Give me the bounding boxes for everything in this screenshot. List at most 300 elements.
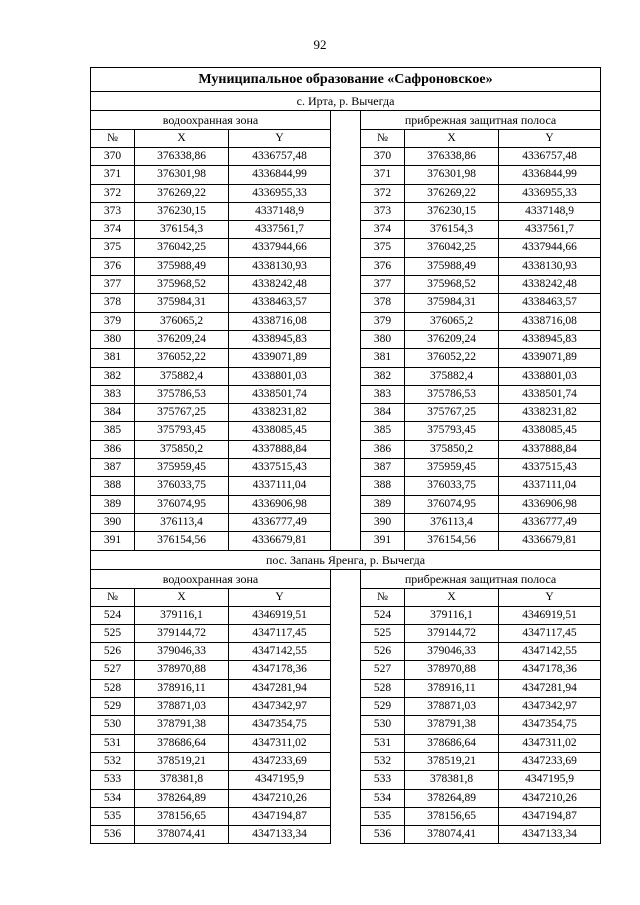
point-number: 378 (91, 294, 135, 312)
y-coordinate: 4347142,55 (229, 643, 331, 661)
table-row (91, 643, 601, 661)
x-coordinate: 376033,75 (405, 477, 499, 495)
point-number: 370 (91, 148, 135, 166)
y-coordinate: 4337515,43 (499, 459, 601, 477)
water-protection-zone-label: водоохранная зона (91, 111, 331, 130)
y-coordinate: 4339071,89 (229, 349, 331, 367)
y-coordinate: 4338463,57 (499, 294, 601, 312)
column-gap (331, 312, 361, 330)
y-coordinate: 4347133,34 (499, 826, 601, 844)
y-coordinate: 4347233,69 (229, 752, 331, 770)
table-row (91, 698, 601, 716)
x-coordinate: 376230,15 (405, 202, 499, 220)
x-coordinate: 375793,45 (405, 422, 499, 440)
point-number: 378 (361, 294, 405, 312)
point-number: 534 (91, 789, 135, 807)
column-gap (331, 624, 361, 642)
number-header: № (361, 130, 405, 148)
x-coordinate: 376052,22 (135, 349, 229, 367)
y-coordinate: 4338242,48 (499, 276, 601, 294)
point-number: 381 (361, 349, 405, 367)
table-row (91, 807, 601, 825)
table-row (91, 276, 601, 294)
column-gap (331, 807, 361, 825)
table-row (91, 734, 601, 752)
section-place: с. Ирта, р. Вычегда (91, 92, 601, 111)
x-coordinate: 376338,86 (405, 148, 499, 166)
table-row (91, 606, 601, 624)
x-coordinate: 375793,45 (135, 422, 229, 440)
point-number: 389 (91, 495, 135, 513)
y-coordinate: 4337148,9 (499, 202, 601, 220)
column-gap (331, 734, 361, 752)
table-row (91, 752, 601, 770)
point-number: 529 (361, 698, 405, 716)
table-row (91, 349, 601, 367)
point-number: 533 (91, 771, 135, 789)
table-row (91, 184, 601, 202)
column-gap (331, 221, 361, 239)
x-coordinate: 376042,25 (405, 239, 499, 257)
point-number: 384 (361, 404, 405, 422)
point-number: 531 (91, 734, 135, 752)
column-header-row (91, 588, 601, 606)
column-gap (331, 459, 361, 477)
point-number: 377 (91, 276, 135, 294)
x-coordinate: 376042,25 (135, 239, 229, 257)
point-number: 383 (361, 385, 405, 403)
point-number: 373 (91, 202, 135, 220)
table-row (91, 294, 601, 312)
point-number: 525 (91, 624, 135, 642)
x-coordinate: 375959,45 (405, 459, 499, 477)
x-coordinate: 376209,24 (405, 330, 499, 348)
column-gap (331, 202, 361, 220)
point-number: 380 (91, 330, 135, 348)
table-row (91, 404, 601, 422)
x-coordinate: 379116,1 (135, 606, 229, 624)
y-coordinate: 4337148,9 (229, 202, 331, 220)
y-coordinate: 4336844,99 (229, 166, 331, 184)
x-coordinate: 376052,22 (405, 349, 499, 367)
point-number: 528 (91, 679, 135, 697)
column-gap (331, 385, 361, 403)
point-number: 391 (361, 532, 405, 550)
y-coordinate: 4347195,9 (499, 771, 601, 789)
x-coordinate: 376154,56 (405, 532, 499, 550)
x-coordinate: 375968,52 (405, 276, 499, 294)
column-gap (331, 294, 361, 312)
y-coordinate: 4337888,84 (229, 440, 331, 458)
point-number: 534 (361, 789, 405, 807)
column-gap (331, 569, 361, 588)
column-gap (331, 495, 361, 513)
x-coordinate: 375786,53 (135, 385, 229, 403)
number-header: № (91, 588, 135, 606)
point-number: 372 (361, 184, 405, 202)
water-protection-zone-label: водоохранная зона (91, 569, 331, 588)
x-coordinate: 376113,4 (135, 513, 229, 531)
y-coordinate: 4347354,75 (499, 716, 601, 734)
coastal-strip-label: прибрежная защитная полоса (361, 569, 601, 588)
y-coordinate: 4336757,48 (499, 148, 601, 166)
column-gap (331, 349, 361, 367)
column-gap (331, 698, 361, 716)
x-coordinate: 376074,95 (135, 495, 229, 513)
y-coordinate: 4346919,51 (229, 606, 331, 624)
y-coordinate: 4337561,7 (499, 221, 601, 239)
y-coordinate: 4338716,08 (499, 312, 601, 330)
y-coordinate: 4336777,49 (229, 513, 331, 531)
x-coordinate: 376301,98 (135, 166, 229, 184)
y-coordinate: 4347311,02 (229, 734, 331, 752)
column-gap (331, 752, 361, 770)
x-coordinate: 375882,4 (405, 367, 499, 385)
x-coordinate: 375786,53 (405, 385, 499, 403)
x-coordinate: 375882,4 (135, 367, 229, 385)
y-coordinate: 4336955,33 (499, 184, 601, 202)
y-coordinate: 4347194,87 (499, 807, 601, 825)
x-coordinate: 375850,2 (405, 440, 499, 458)
x-coordinate: 378791,38 (405, 716, 499, 734)
y-coordinate: 4347281,94 (499, 679, 601, 697)
point-number: 379 (361, 312, 405, 330)
x-coordinate: 375988,49 (405, 257, 499, 275)
y-coordinate: 4347178,36 (499, 661, 601, 679)
x-coordinate: 378156,65 (135, 807, 229, 825)
column-header-row (91, 130, 601, 148)
point-number: 373 (361, 202, 405, 220)
x-coordinate: 378074,41 (135, 826, 229, 844)
y-coordinate: 4337944,66 (229, 239, 331, 257)
y-coordinate: 4338716,08 (229, 312, 331, 330)
x-coordinate: 378519,21 (135, 752, 229, 770)
y-coordinate: 4347342,97 (499, 698, 601, 716)
point-number: 387 (361, 459, 405, 477)
column-gap (331, 771, 361, 789)
table-row (91, 239, 601, 257)
point-number: 374 (91, 221, 135, 239)
y-coordinate: 4347117,45 (499, 624, 601, 642)
point-number: 390 (361, 513, 405, 531)
y-coordinate: 4338945,83 (499, 330, 601, 348)
y-coordinate: 4338242,48 (229, 276, 331, 294)
x-coordinate: 375767,25 (405, 404, 499, 422)
point-number: 385 (361, 422, 405, 440)
number-header: № (91, 130, 135, 148)
table-row (91, 312, 601, 330)
y-coordinate: 4337561,7 (229, 221, 331, 239)
column-gap (331, 826, 361, 844)
y-coordinate: 4338463,57 (229, 294, 331, 312)
table-row (91, 221, 601, 239)
x-coordinate: 376269,22 (405, 184, 499, 202)
x-coordinate: 378871,03 (405, 698, 499, 716)
y-coordinate: 4337944,66 (499, 239, 601, 257)
x-coordinate: 376065,2 (405, 312, 499, 330)
y-coordinate: 4337515,43 (229, 459, 331, 477)
table-title: Муниципальное образование «Сафроновское» (91, 68, 601, 92)
y-coordinate: 4338130,93 (499, 257, 601, 275)
column-gap (331, 166, 361, 184)
point-number: 391 (91, 532, 135, 550)
coordinates-table (90, 67, 601, 844)
y-coordinate: 4336777,49 (499, 513, 601, 531)
y-coordinate: 4347342,97 (229, 698, 331, 716)
x-coordinate: 376209,24 (135, 330, 229, 348)
point-number: 526 (91, 643, 135, 661)
table-row (91, 459, 601, 477)
y-coordinate: 4347195,9 (229, 771, 331, 789)
point-number: 386 (361, 440, 405, 458)
table-row (91, 330, 601, 348)
x-coordinate: 378264,89 (405, 789, 499, 807)
y-coordinate: 4347194,87 (229, 807, 331, 825)
point-number: 524 (91, 606, 135, 624)
table-row (91, 495, 601, 513)
point-number: 525 (361, 624, 405, 642)
point-number: 533 (361, 771, 405, 789)
column-gap (331, 148, 361, 166)
point-number: 535 (361, 807, 405, 825)
point-number: 388 (91, 477, 135, 495)
point-number: 536 (361, 826, 405, 844)
point-number: 381 (91, 349, 135, 367)
column-gap (331, 716, 361, 734)
point-number: 389 (361, 495, 405, 513)
x-coordinate: 378264,89 (135, 789, 229, 807)
page-number: 92 (313, 37, 327, 52)
x-header: X (405, 130, 499, 148)
point-number: 376 (361, 257, 405, 275)
y-coordinate: 4347210,26 (229, 789, 331, 807)
y-coordinate: 4338085,45 (229, 422, 331, 440)
y-coordinate: 4338801,03 (499, 367, 601, 385)
point-number: 530 (361, 716, 405, 734)
point-number: 532 (361, 752, 405, 770)
x-coordinate: 375984,31 (135, 294, 229, 312)
x-coordinate: 378916,11 (135, 679, 229, 697)
y-coordinate: 4346919,51 (499, 606, 601, 624)
point-number: 532 (91, 752, 135, 770)
point-number: 531 (361, 734, 405, 752)
y-coordinate: 4338945,83 (229, 330, 331, 348)
table-row (91, 148, 601, 166)
x-coordinate: 379116,1 (405, 606, 499, 624)
table-row (91, 477, 601, 495)
point-number: 380 (361, 330, 405, 348)
y-coordinate: 4347142,55 (499, 643, 601, 661)
x-coordinate: 378156,65 (405, 807, 499, 825)
x-coordinate: 376154,56 (135, 532, 229, 550)
column-gap (331, 367, 361, 385)
table-row (91, 166, 601, 184)
x-coordinate: 378519,21 (405, 752, 499, 770)
point-number: 375 (361, 239, 405, 257)
y-header: Y (499, 588, 601, 606)
table-row (91, 257, 601, 275)
y-header: Y (229, 130, 331, 148)
x-coordinate: 375984,31 (405, 294, 499, 312)
y-coordinate: 4347281,94 (229, 679, 331, 697)
point-number: 377 (361, 276, 405, 294)
point-number: 383 (91, 385, 135, 403)
table-row (91, 367, 601, 385)
number-header: № (361, 588, 405, 606)
point-number: 390 (91, 513, 135, 531)
y-coordinate: 4338501,74 (499, 385, 601, 403)
x-coordinate: 376269,22 (135, 184, 229, 202)
y-header: Y (229, 588, 331, 606)
column-gap (331, 477, 361, 495)
x-header: X (405, 588, 499, 606)
table-row (91, 771, 601, 789)
column-gap (331, 440, 361, 458)
table-row (91, 513, 601, 531)
point-number: 371 (91, 166, 135, 184)
y-coordinate: 4336906,98 (499, 495, 601, 513)
point-number: 528 (361, 679, 405, 697)
section-place: пос. Запань Яренга, р. Вычегда (91, 550, 601, 569)
x-header: X (135, 588, 229, 606)
point-number: 526 (361, 643, 405, 661)
x-coordinate: 375767,25 (135, 404, 229, 422)
point-number: 529 (91, 698, 135, 716)
point-number: 375 (91, 239, 135, 257)
x-coordinate: 375959,45 (135, 459, 229, 477)
y-header: Y (499, 130, 601, 148)
zone-header-row (91, 569, 601, 588)
column-gap (331, 588, 361, 606)
x-coordinate: 379144,72 (135, 624, 229, 642)
table-row (91, 826, 601, 844)
x-coordinate: 379144,72 (405, 624, 499, 642)
y-coordinate: 4338231,82 (499, 404, 601, 422)
table-row (91, 679, 601, 697)
x-coordinate: 378686,64 (135, 734, 229, 752)
point-number: 524 (361, 606, 405, 624)
x-coordinate: 375968,52 (135, 276, 229, 294)
x-coordinate: 376230,15 (135, 202, 229, 220)
column-gap (331, 111, 361, 130)
y-coordinate: 4338231,82 (229, 404, 331, 422)
x-coordinate: 376301,98 (405, 166, 499, 184)
point-number: 530 (91, 716, 135, 734)
x-coordinate: 376154,3 (405, 221, 499, 239)
point-number: 372 (91, 184, 135, 202)
point-number: 527 (91, 661, 135, 679)
y-coordinate: 4336906,98 (229, 495, 331, 513)
y-coordinate: 4336679,81 (229, 532, 331, 550)
column-gap (331, 661, 361, 679)
y-coordinate: 4336955,33 (229, 184, 331, 202)
x-coordinate: 378791,38 (135, 716, 229, 734)
point-number: 371 (361, 166, 405, 184)
x-coordinate: 375850,2 (135, 440, 229, 458)
table-row (91, 716, 601, 734)
y-coordinate: 4336757,48 (229, 148, 331, 166)
y-coordinate: 4338501,74 (229, 385, 331, 403)
y-coordinate: 4336679,81 (499, 532, 601, 550)
section-place-row (91, 92, 601, 111)
x-coordinate: 378074,41 (405, 826, 499, 844)
y-coordinate: 4338130,93 (229, 257, 331, 275)
y-coordinate: 4347133,34 (229, 826, 331, 844)
point-number: 374 (361, 221, 405, 239)
x-coordinate: 378871,03 (135, 698, 229, 716)
y-coordinate: 4339071,89 (499, 349, 601, 367)
table-row (91, 422, 601, 440)
column-gap (331, 606, 361, 624)
table-row (91, 624, 601, 642)
y-coordinate: 4347178,36 (229, 661, 331, 679)
point-number: 386 (91, 440, 135, 458)
point-number: 370 (361, 148, 405, 166)
x-coordinate: 376113,4 (405, 513, 499, 531)
point-number: 527 (361, 661, 405, 679)
point-number: 382 (361, 367, 405, 385)
x-coordinate: 376033,75 (135, 477, 229, 495)
x-coordinate: 378686,64 (405, 734, 499, 752)
y-coordinate: 4347311,02 (499, 734, 601, 752)
x-coordinate: 378381,8 (135, 771, 229, 789)
y-coordinate: 4347233,69 (499, 752, 601, 770)
y-coordinate: 4337111,04 (499, 477, 601, 495)
point-number: 382 (91, 367, 135, 385)
point-number: 379 (91, 312, 135, 330)
column-gap (331, 513, 361, 531)
column-gap (331, 330, 361, 348)
x-coordinate: 376154,3 (135, 221, 229, 239)
x-coordinate: 375988,49 (135, 257, 229, 275)
x-coordinate: 378970,88 (405, 661, 499, 679)
point-number: 388 (361, 477, 405, 495)
column-gap (331, 184, 361, 202)
table-row (91, 202, 601, 220)
point-number: 385 (91, 422, 135, 440)
column-gap (331, 404, 361, 422)
zone-header-row (91, 111, 601, 130)
column-gap (331, 532, 361, 550)
column-gap (331, 422, 361, 440)
x-coordinate: 378381,8 (405, 771, 499, 789)
table-row (91, 661, 601, 679)
column-gap (331, 643, 361, 661)
y-coordinate: 4336844,99 (499, 166, 601, 184)
column-gap (331, 130, 361, 148)
y-coordinate: 4347354,75 (229, 716, 331, 734)
y-coordinate: 4347210,26 (499, 789, 601, 807)
column-gap (331, 276, 361, 294)
table-title-row (91, 68, 601, 92)
y-coordinate: 4337111,04 (229, 477, 331, 495)
table-row (91, 789, 601, 807)
table-row (91, 385, 601, 403)
x-coordinate: 376338,86 (135, 148, 229, 166)
x-coordinate: 378970,88 (135, 661, 229, 679)
x-coordinate: 379046,33 (405, 643, 499, 661)
x-coordinate: 376065,2 (135, 312, 229, 330)
column-gap (331, 257, 361, 275)
point-number: 535 (91, 807, 135, 825)
x-coordinate: 376074,95 (405, 495, 499, 513)
section-place-row (91, 550, 601, 569)
x-coordinate: 378916,11 (405, 679, 499, 697)
point-number: 387 (91, 459, 135, 477)
point-number: 384 (91, 404, 135, 422)
y-coordinate: 4338801,03 (229, 367, 331, 385)
point-number: 536 (91, 826, 135, 844)
